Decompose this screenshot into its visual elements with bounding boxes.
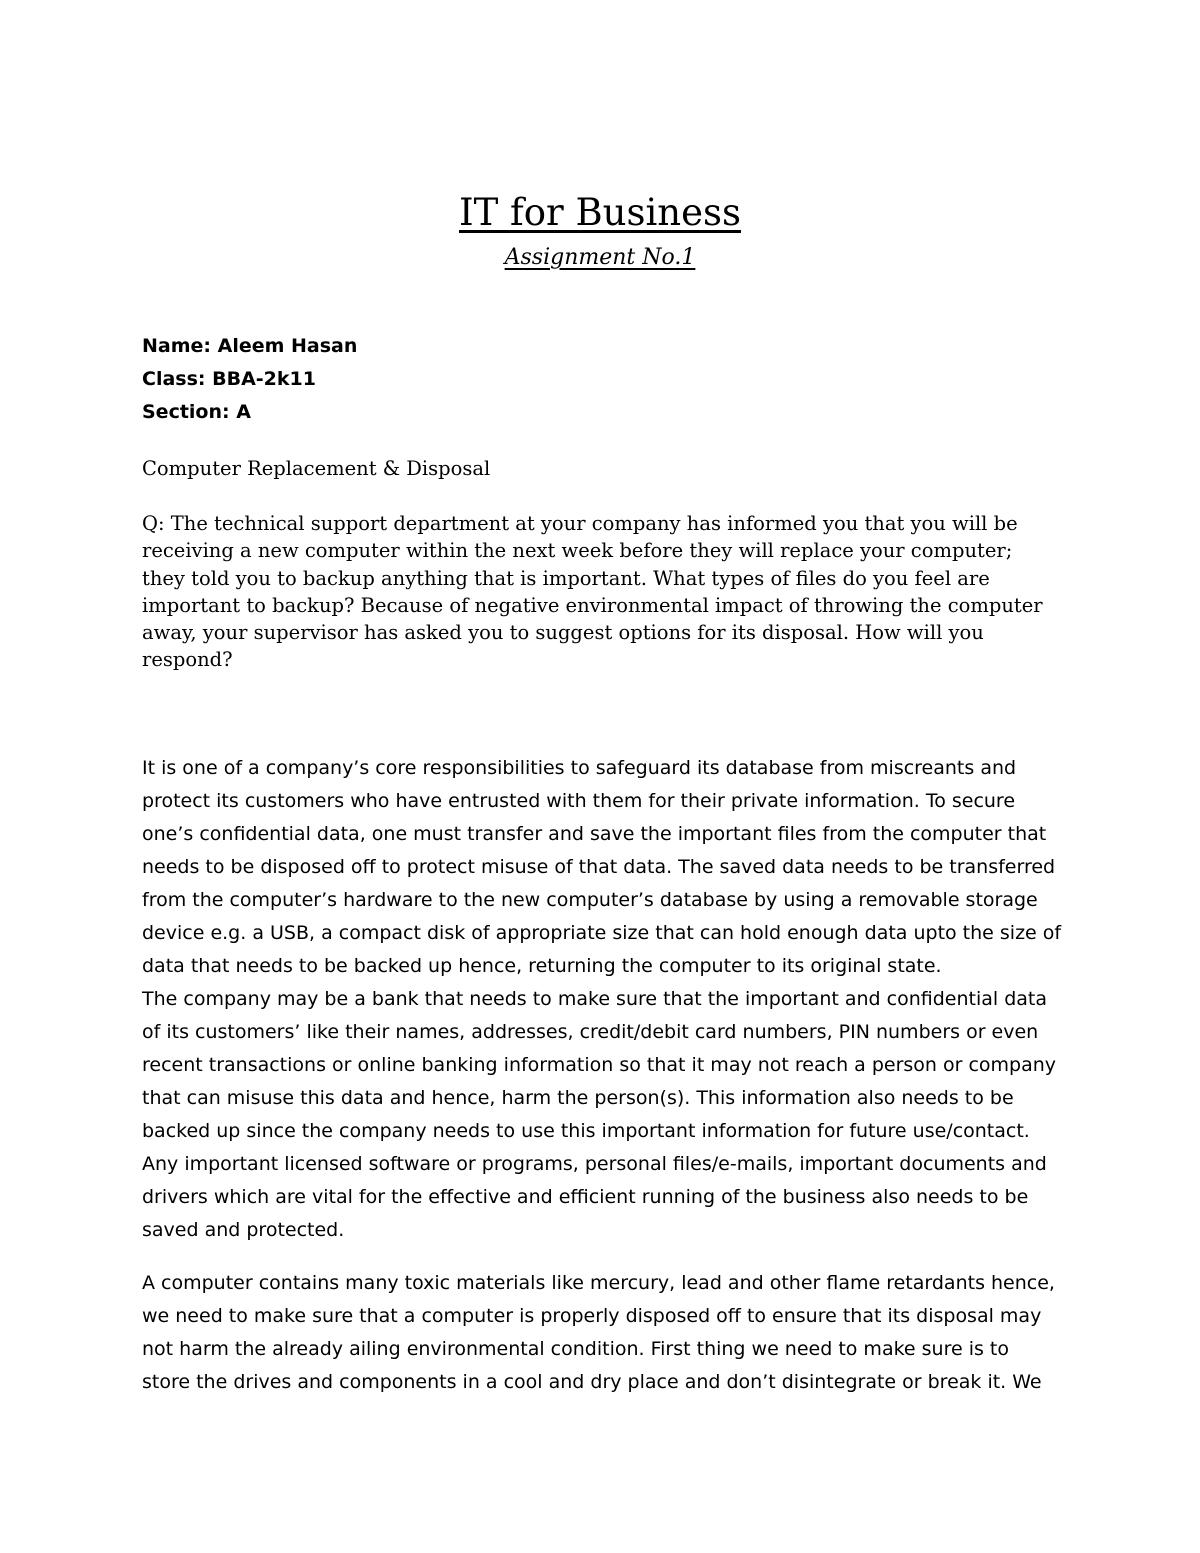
answer-line: needs to be disposed off to protect misuse of that data. The saved data needs to be transferred [142, 856, 1056, 878]
student-name: Name: Aleem Hasan [142, 335, 358, 357]
answer-line: that can misuse this data and hence, harm the person(s). This information also needs to be [142, 1087, 1014, 1109]
student-class: Class: BBA-2k11 [142, 368, 316, 390]
answer-line: Any important licensed software or programs, personal files/e-mails, important documents and [142, 1153, 1047, 1175]
answer-line: drivers which are vital for the effective and efficient running of the business also needs to be [142, 1186, 1029, 1208]
paragraph-gap [142, 1247, 1082, 1267]
answer-line: recent transactions or online banking information so that it may not reach a person or company [142, 1054, 1057, 1076]
document-title: IT for Business [458, 191, 742, 234]
topic-heading: Computer Replacement & Disposal [142, 457, 491, 480]
answer-line: we need to make sure that a computer is properly disposed off to ensure that its disposal may [142, 1305, 1042, 1327]
answer-line: backed up since the company needs to use this important information for future use/contact. [142, 1120, 1030, 1142]
answer-line: device e.g. a USB, a compact disk of appropriate size that can hold enough data upto the size of [142, 922, 1062, 944]
question-line: receiving a new computer within the next week before they will replace your computer; [142, 539, 1013, 563]
answer-line: from the computer’s hardware to the new computer’s database by using a removable storage [142, 889, 1038, 911]
question-line: respond? [142, 648, 233, 672]
answer-line: saved and protected. [142, 1219, 345, 1241]
student-info [142, 330, 357, 429]
answer-line: of its customers’ like their names, addresses, credit/debit card numbers, PIN numbers or even [142, 1021, 1039, 1043]
student-section: Section: A [142, 401, 251, 423]
document-subtitle: Assignment No.1 [504, 245, 696, 270]
answer-line: data that needs to be backed up hence, returning the computer to its original state. [142, 955, 942, 977]
answer-line: protect its customers who have entrusted with them for their private information. To secure [142, 790, 1016, 812]
question-line: important to backup? Because of negative environmental impact of throwing the computer [142, 593, 1043, 617]
answer-body [142, 752, 1082, 1399]
question-line: away, your supervisor has asked you to suggest options for its disposal. How will you [142, 621, 984, 645]
question-line: they told you to backup anything that is important. What types of files do you feel are [142, 566, 990, 590]
answer-line: It is one of a company’s core responsibilities to safeguard its database from miscreants and [142, 757, 1017, 779]
answer-line: A computer contains many toxic materials like mercury, lead and other flame retardants hence, [142, 1272, 1055, 1294]
answer-line: store the drives and components in a cool and dry place and don’t disintegrate or break it. We [142, 1371, 1042, 1393]
answer-line: not harm the already ailing environmental condition. First thing we need to make sure is to [142, 1338, 1009, 1360]
answer-line: The company may be a bank that needs to make sure that the important and confidential data [142, 988, 1048, 1010]
question-paragraph [142, 510, 1082, 674]
answer-line: one’s confidential data, one must transfer and save the important files from the computer that [142, 823, 1047, 845]
question-line: Q: The technical support department at your company has informed you that you will be [142, 512, 1018, 535]
